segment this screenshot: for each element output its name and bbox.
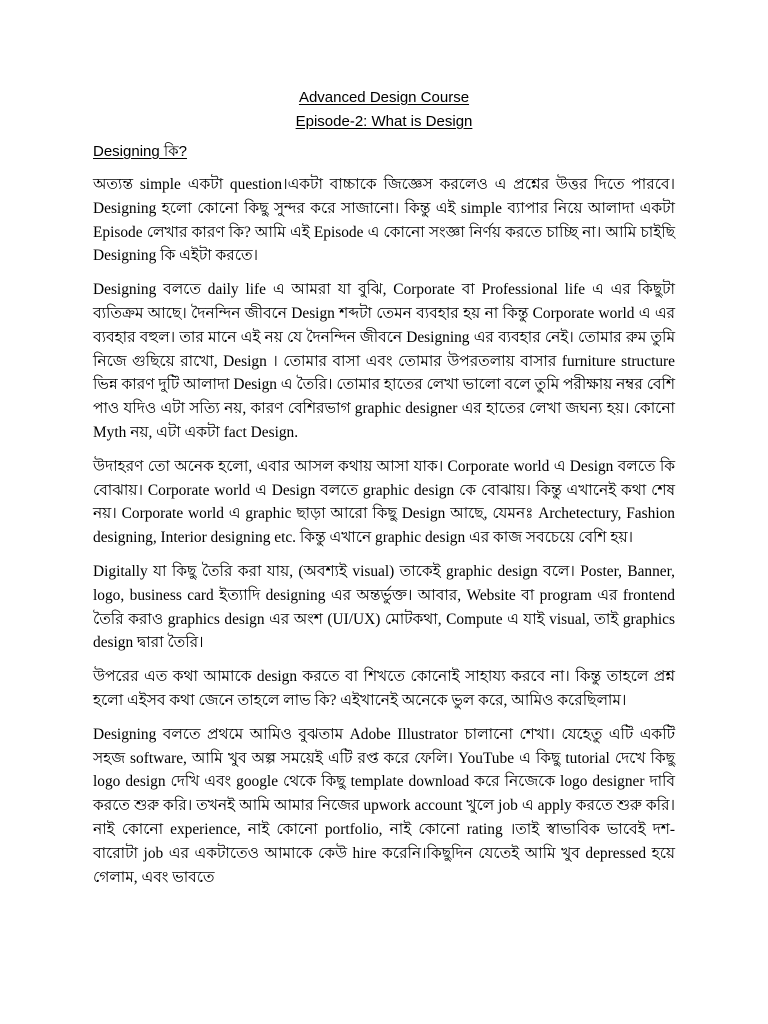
episode-title: Episode-2: What is Design (295, 113, 473, 130)
section-heading: Designing কি? (93, 143, 188, 160)
paragraph-question: উপরের এত কথা আমাকে design করতে বা শিখতে কোনোই সাহায্য করবে না। কিন্তু তাহলে প্রশ্ন হলো এইসব কথা জেনে তাহলে লাভ কি? এইখানেই অনেকে ভুল করে, আমিও করেছিলাম। (93, 668, 675, 709)
paragraph-digital: Digitally যা কিছু তৈরি করা যায়, (অবশ্যই visual) তাকেই graphic design বলে। Poster, Banner, logo, business card ইত্যাদি designing এর অন্তর্ভুক্ত। আবার, Website বা program এর frontend তৈরি করাও graphics design এর অংশ (UI/UX) মোটকথা, Compute এ যাই visual, তাই graphics design দ্বারা তৈরি। (93, 562, 675, 652)
paragraph-intro: অত্যন্ত simple একটা question।একটা বাচ্চাকে জিজ্ঞেস করলেও এ প্রশ্নের উত্তর দিতে পারবে। Designing হলো কোনো কিছু সুন্দর করে সাজানো। কিন্তু এই simple ব্যাপার নিয়ে আলাদা একটা Episode লেখার কারণ কি? আমি এই Episode এ কোনো সংজ্ঞা নির্ণয় করতে চাচ্ছি না। আমি চাইছি Designing কি এইটা করতে। (93, 176, 675, 265)
paragraph-corporate-world: উদাহরণ তো অনেক হলো, এবার আসল কথায় আসা যাক। Corporate world এ Design বলতে কি বোঝায়। Corporate world এ Design বলতে graphic design কে বোঝায়। কিন্তু এখানেই কথা শেষ নয়। Corporate world এ graphic ছাড়া আরো কিছু Design আছে, যেমনঃ Archetectury, Fashion designing, Interior designing etc. কিন্তু এখানে graphic design এর কাজ সবচেয়ে বেশি হয়। (93, 457, 675, 547)
paragraph-daily-life: Designing বলতে daily life এ আমরা যা বুঝি, Corporate বা Professional life এ এর কিছুটা ব্যতিক্রম আছে। দৈনন্দিন জীবনে Design শব্দটা তেমন ব্যবহার হয় না কিন্তু Corporate world এ এর ব্যবহার বহুল। তার মানে এই নয় যে দৈনন্দিন জীবনে Designing এর ব্যবহার নেই। তোমার রুম তুমি নিজে গুছিয়ে রাখো, Design । তোমার বাসা এবং তোমার উপরতলায় বাসার furniture structure ভিন্ন কারণ দুটি আলাদা Design এ তৈরি। তোমার হাতের লেখা ভালো বলে তুমি পরীক্ষায় নম্বর বেশি পাও যদিও এটা সত্যি নয়, কারণ বেশিরভাগ graphic designer এর হাতের লেখা জঘন্য হয়। কোনো Myth নয়, এটা একটা fact Design. (93, 281, 676, 441)
course-title: Advanced Design Course (298, 89, 470, 106)
paragraph-experience: Designing বলতে প্রথমে আমিও বুঝতাম Adobe Illustrator চালানো শেখা। যেহেতু এটি একটি সহজ software, আমি খুব অল্প সময়েই এটি রপ্ত করে ফেলি। YouTube এ কিছু tutorial দেখে কিছু logo design দেখি এবং google থেকে কিছু template download করে নিজেকে logo designer দাবি করতে শুরু করি। তখনই আমি আমার নিজের upwork account খুলে job এ apply করতে শুরু করি। নাই কোনো experience, নাই কোনো portfolio, নাই কোনো rating ।তাই স্বাভাবিক ভাবেই দশ-বারোটা job এর একটাতেও আমাকে কেউ hire করেনি।কিছুদিন যেতেই আমি খুব depressed হয়ে গেলাম, এবং ভাবতে (93, 725, 675, 886)
